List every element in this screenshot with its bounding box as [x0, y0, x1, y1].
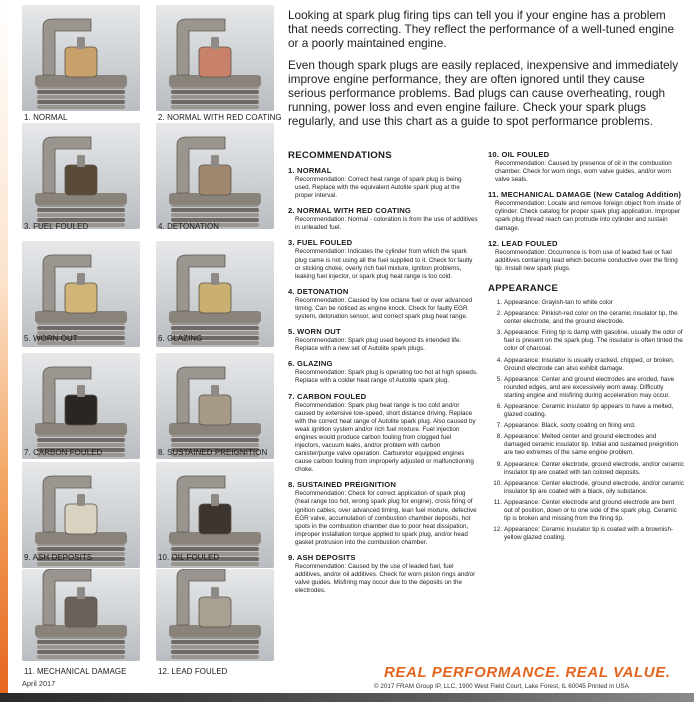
intro-text [288, 8, 686, 136]
recommendation-item [288, 206, 478, 232]
recommendation-title: 1. NORMAL [288, 166, 332, 175]
recommendation-body: Recommendation: Check for correct application of spark plug (heat range too hot, wrong spark plug for engine), cross firing of ignition cables, over advanced timing, lean fuel mixture, defective EGR valve, accumulation of combustion chamber deposits, hot spots in the combustion chamber due to poor heat dissipation, improper installation torque applied to spark plug, and/or head gasket protrusion into the combustion chamber. [295, 490, 477, 546]
photo-caption: 10. OIL FOULED [158, 552, 220, 562]
photo-caption: 8. SUSTAINED PREIGNITION [158, 447, 268, 457]
appearance-number: 7. [496, 422, 502, 430]
photo-caption: 1. NORMAL [24, 112, 68, 122]
recommendation-item [288, 287, 478, 321]
photo-caption: 2. NORMAL WITH RED COATING [158, 112, 282, 122]
photo-caption: 6. GLAZING [158, 333, 203, 343]
appearance-text: Appearance: Ceramic insulator tip appears to have a melted, glazed coating. [504, 402, 674, 419]
recommendations-column-right [488, 150, 684, 545]
appearance-item [488, 329, 684, 353]
intro-paragraph-2: Even though spark plugs are easily replaced, inexpensive and immediately improve engine performance, they are often ignored until they cause serious performance problems. Bad plugs can cause overheating, rough running, power loss and even engine failure. Check your spark plugs regularly, and use this chart as a guide to spot performance problems. [288, 57, 679, 129]
spark-plug-photo [22, 569, 140, 661]
photo-caption: 5. WORN OUT [24, 333, 78, 343]
intro-paragraph-1: Looking at spark plug firing tips can tell you if your engine has a problem that needs correcting. They reflect the performance of a well-tuned engine or a poorly maintained engine. [288, 8, 675, 51]
spark-plug-photo [156, 241, 274, 347]
copyright-footer: © 2017 FRAM Group IP, LLC, 1900 West Field Court, Lake Forest, IL 60045 Printed in USA [374, 683, 629, 690]
recommendation-title: 6. GLAZING [288, 359, 333, 369]
photo-caption: 12. LEAD FOULED [158, 666, 228, 676]
appearance-text: Appearance: Ceramic insulator tip is coated with a brownish-yellow glazed coating. [504, 526, 674, 542]
left-accent-stripe [0, 0, 8, 702]
appearance-item [488, 422, 684, 430]
appearance-number: 12. [493, 526, 502, 534]
appearance-text: Appearance: Center electrode and ground electrode are bent out of position, down or to one side of the spark plug. Ceramic tip is broken and missing from the firing tip. [504, 498, 677, 523]
photo-caption: 4. DETONATION [158, 221, 220, 231]
recommendation-item [488, 150, 684, 184]
appearance-text: Appearance: Insulator is usually cracked, chipped, or broken. Ground electrode can also exhibit damage. [504, 356, 675, 372]
appearance-number: 1. [496, 298, 502, 306]
spark-plug-image [22, 5, 140, 111]
appearance-item [488, 499, 684, 523]
spark-plug-photo [22, 5, 140, 111]
spark-plug-photo [156, 5, 274, 111]
recommendation-title: 12. LEAD FOULED [488, 238, 558, 248]
recommendation-item [288, 553, 478, 595]
recommendation-item [288, 359, 478, 385]
appearance-number: 8. [496, 433, 502, 441]
appearance-text: Appearance: Melted center and ground electrodes and damaged ceramic insulator tip. Initial and sustained preignition are two extremes of the same engine problem. [504, 433, 678, 457]
spark-plug-photo [22, 241, 140, 347]
appearance-item [488, 357, 684, 373]
recommendation-item [288, 392, 478, 475]
appearance-item [488, 461, 684, 477]
appearance-text: Appearance: Grayish-tan to white color [504, 298, 613, 306]
appearance-number: 10. [493, 479, 502, 487]
spark-plug-image [156, 241, 274, 347]
appearance-item [488, 299, 684, 307]
bottom-bar [0, 693, 694, 702]
recommendation-item [288, 166, 478, 200]
recommendation-title: 9. ASH DEPOSITS [288, 553, 356, 562]
recommendation-body: Recommendation: Indicates the cylinder from which the spark plug came is not using all the fuel supplied to it. Check for faulty or sticking choke, overly rich fuel mixture, ignition problems, leaking fuel injector, or spark plug heat range is too cold. [295, 248, 473, 280]
spark-plug-photo [22, 123, 140, 229]
appearance-text: Appearance: Center and ground electrodes are eroded, have rounded edges, and are excessively worn away. Difficulty starting engine and misfiring during acceleration may occur. [504, 375, 675, 399]
appearance-number: 6. [496, 402, 502, 410]
recommendations-column-left [288, 150, 478, 601]
spark-plug-photo [22, 353, 140, 459]
spark-plug-image [22, 241, 140, 347]
appearance-item [488, 403, 684, 419]
photo-caption: 3. FUEL FOULED [24, 221, 89, 231]
recommendation-item [488, 190, 684, 232]
appearance-number: 3. [496, 329, 502, 337]
recommendation-body: Recommendation: Spark plug heat range is too cold and/or caused by extensive low-speed, short distance driving. Replace with the correct heat range of Autolite spark plug. Also caused by weak ignition system and/or rich fuel mixture. Fuel injection engines would produce carbon fouling from clogged fuel injectors, vacuum leaks, and/or problem with carbon canister/purge valve operation. Carburetor equipped engines cause carbon fouling from improperly adjusted or malfunctioning choke. [295, 401, 476, 474]
recommendation-title: 4. DETONATION [288, 286, 349, 296]
spark-plug-image [22, 123, 140, 229]
spark-plug-image [156, 5, 274, 111]
recommendations-heading: RECOMMENDATIONS [288, 150, 392, 161]
tagline: REAL PERFORMANCE. REAL VALUE. [384, 664, 671, 681]
appearance-item [488, 310, 684, 326]
spark-plug-photo [156, 569, 274, 661]
recommendation-title: 8. SUSTAINED PREIGNITION [288, 480, 397, 490]
recommendation-title: 3. FUEL FOULED [288, 238, 353, 248]
recommendation-title: 11. MECHANICAL DAMAGE (New Catalog Addition) [488, 190, 682, 200]
appearance-text: Appearance: Pinkish-red color on the ceramic insulator tip, the center electrode, and the ground electrode. [504, 310, 678, 326]
photo-caption: 9. ASH DEPOSITS [24, 552, 93, 562]
appearance-number: 9. [496, 460, 502, 468]
recommendation-body: Recommendation: Caused by the use of leaded fuel, fuel additives, and/or oil additives. Check for worn piston rings and/or valve guides. Misfiring may occur due to the deposits on the electrodes. [295, 563, 476, 595]
recommendation-body: Recommendation: Normal - coloration is from the use of additives in unleaded fuel. [295, 216, 478, 232]
recommendation-body: Recommendation: Caused by presence of oil in the combustion chamber. Check for worn rings, worn valve guides, and/or worn valve seals. [495, 160, 672, 184]
recommendation-title: 5. WORN OUT [288, 327, 341, 337]
spark-plug-image [156, 353, 274, 459]
publication-date: April 2017 [22, 679, 56, 688]
recommendation-body: Recommendation: Spark plug is operating too hot at high speeds. Replace with a colder heat range of Autolite spark plug. [295, 369, 478, 385]
spark-plug-photo [156, 123, 274, 229]
recommendation-title: 7. CARBON FOULED [288, 391, 367, 401]
recommendation-title: 2. NORMAL WITH RED COATING [288, 206, 412, 216]
recommendation-body: Recommendation: Locate and remove foreign object from inside of cylinder. Check catalog for proper spark plug application. Improper spark plug thread reach can protrude into cylinder and sustain damage. [495, 200, 681, 232]
recommendation-body: Recommendation: Spark plug used beyond its intended life. Replace with a new set of Autolite spark plugs. [295, 337, 462, 353]
appearance-text: Appearance: Black, sooty coating on firing end. [504, 422, 636, 430]
appearance-item [488, 433, 684, 457]
appearance-item [488, 376, 684, 400]
recommendation-body: Recommendation: Correct heat range of spark plug is being used. Replace with the equivalent Autolite spark plug at the proper interval. [295, 176, 462, 200]
appearance-item [488, 526, 684, 542]
recommendation-item [288, 327, 478, 353]
appearance-heading: APPEARANCE [488, 282, 559, 294]
spark-plug-image [156, 123, 274, 229]
spark-plug-photo [156, 353, 274, 459]
recommendation-title: 10. OIL FOULED [488, 150, 550, 159]
appearance-number: 2. [496, 310, 502, 318]
spark-plug-image [22, 353, 140, 459]
recommendation-body: Recommendation: Caused by low octane fuel or over advanced timing. Can be noticed as engine knock. Check for faulty EGR system, detonation sensor, and correct spark plug heat range. [295, 296, 473, 321]
photo-caption: 11. MECHANICAL DAMAGE [24, 666, 127, 676]
recommendation-item [488, 239, 684, 273]
appearance-item [488, 480, 684, 496]
recommendation-body: Recommendation: Occurrence is from use of leaded fuel or fuel additives containing lead which become conductive over the firing tip. Install new spark plugs. [495, 248, 678, 272]
appearance-number: 5. [496, 375, 502, 383]
recommendation-item [288, 238, 478, 280]
recommendation-item [288, 480, 478, 547]
appearance-text: Appearance: Firing tip is damp with gasoline, usually the odor of fuel is present on the spark plug. The insulator is often tinted the color of charcoal. [504, 329, 683, 353]
spark-plug-image [156, 569, 274, 661]
appearance-number: 11. [493, 498, 502, 506]
appearance-number: 4. [496, 356, 502, 364]
photo-caption: 7. CARBON FOULED [24, 447, 103, 457]
spark-plug-image [22, 569, 140, 661]
appearance-text: Appearance: Center electrode, ground electrode, and/or ceramic insulator tip are coated with a black, oily substance. [504, 479, 684, 495]
appearance-text: Appearance: Center electrode, ground electrode, and/or ceramic insulator tip are coated with tan colored deposits. [504, 460, 684, 476]
